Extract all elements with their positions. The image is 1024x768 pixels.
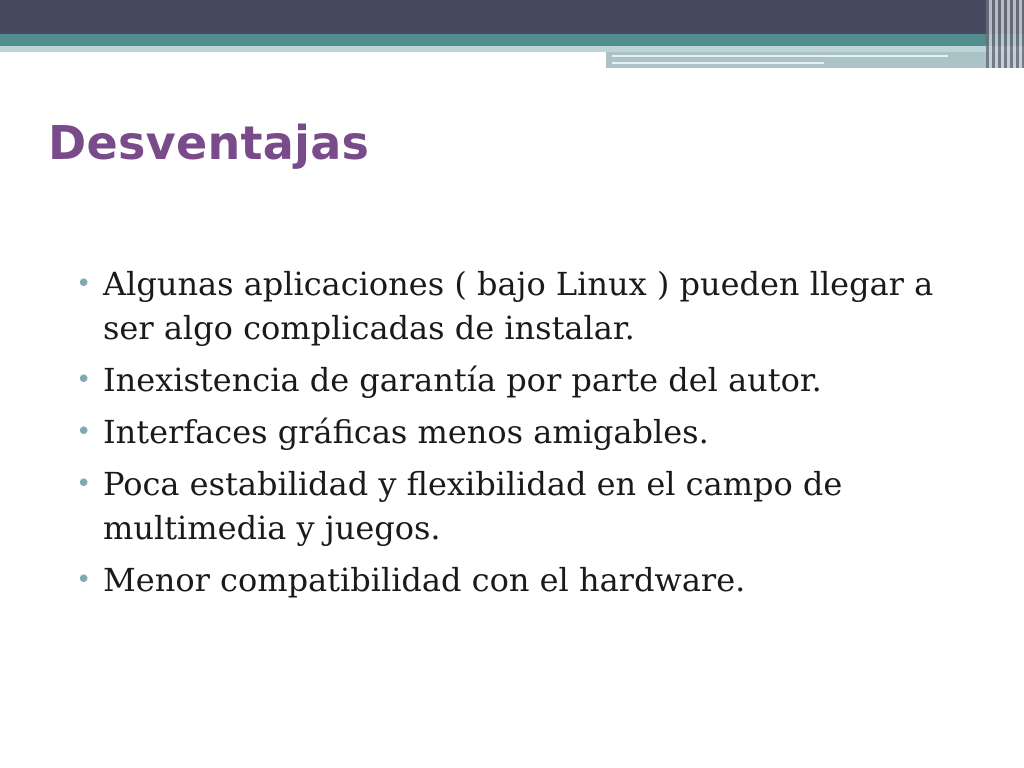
bullet-marker: • bbox=[76, 269, 92, 299]
bullet-item bbox=[76, 558, 936, 602]
bullet-item bbox=[76, 262, 936, 350]
bullet-text: Algunas aplicaciones ( bajo Linux ) pueden llegar a ser algo complicadas de instalar. bbox=[103, 265, 934, 347]
slide-title: Desventajas bbox=[48, 116, 370, 170]
bullet-marker: • bbox=[76, 417, 92, 447]
bullet-text: Poca estabilidad y flexibilidad en el campo de multimedia y juegos. bbox=[103, 465, 843, 547]
bullet-marker: • bbox=[76, 469, 92, 499]
bullet-list bbox=[76, 262, 936, 610]
header-band-teal bbox=[0, 34, 1024, 46]
bullet-item bbox=[76, 462, 936, 550]
bullet-marker: • bbox=[76, 365, 92, 395]
bullet-text: Inexistencia de garantía por parte del autor. bbox=[103, 361, 822, 399]
bullet-text: Menor compatibilidad con el hardware. bbox=[103, 561, 746, 599]
header-band-dark bbox=[0, 0, 1024, 34]
header-accent-line bbox=[612, 55, 948, 57]
bullet-item bbox=[76, 358, 936, 402]
bullet-item bbox=[76, 410, 936, 454]
bullet-marker: • bbox=[76, 565, 92, 595]
header-accent-line bbox=[612, 62, 824, 64]
bullet-text: Interfaces gráficas menos amigables. bbox=[103, 413, 709, 451]
header-stripes bbox=[986, 0, 1024, 68]
